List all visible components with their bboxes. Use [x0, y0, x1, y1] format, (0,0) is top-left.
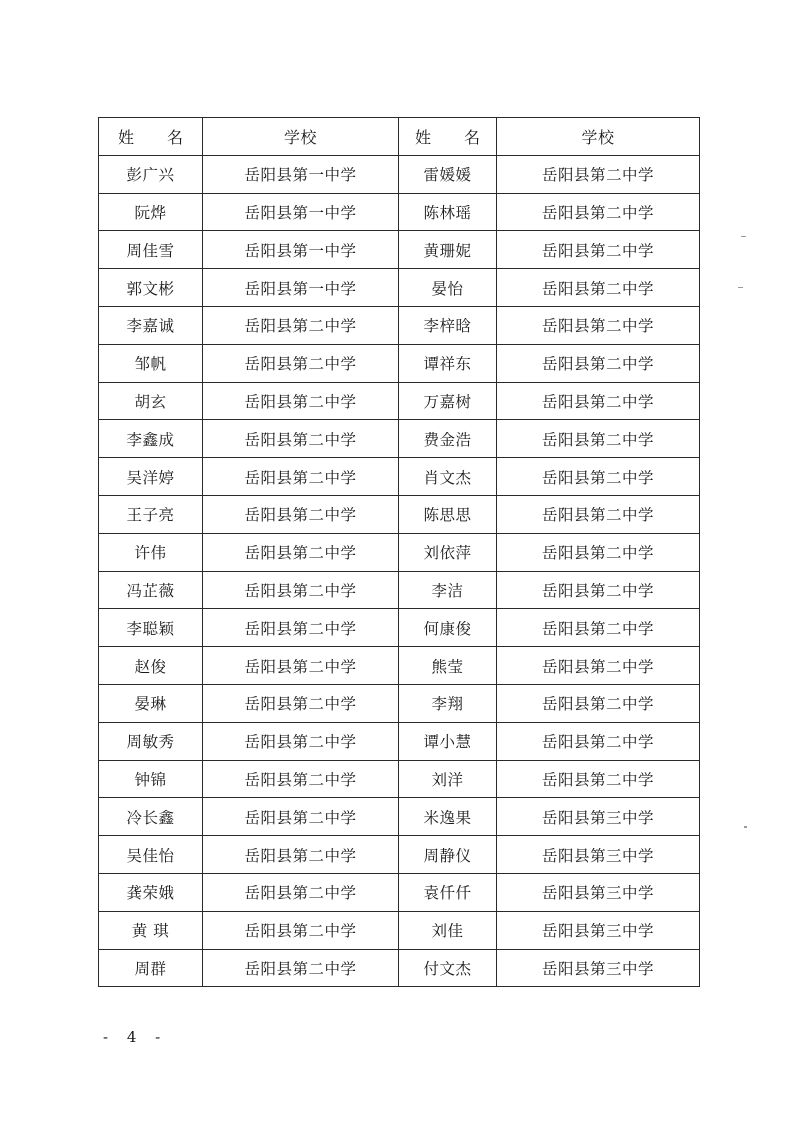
cell-name-right: 刘佳	[399, 911, 497, 949]
cell-name-left: 冷长鑫	[99, 798, 203, 836]
cell-school-right: 岳阳县第三中学	[497, 911, 700, 949]
cell-school-right: 岳阳县第二中学	[497, 647, 700, 685]
cell-school-left: 岳阳县第二中学	[203, 760, 399, 798]
cell-school-right: 岳阳县第二中学	[497, 306, 700, 344]
cell-name-right: 费金浩	[399, 420, 497, 458]
cell-name-right: 米逸果	[399, 798, 497, 836]
cell-name-left: 周群	[99, 949, 203, 987]
cell-school-left: 岳阳县第二中学	[203, 306, 399, 344]
cell-name-left: 李鑫成	[99, 420, 203, 458]
cell-school-right: 岳阳县第二中学	[497, 760, 700, 798]
cell-school-right: 岳阳县第二中学	[497, 193, 700, 231]
cell-name-right: 袁仟仟	[399, 873, 497, 911]
cell-school-left: 岳阳县第二中学	[203, 722, 399, 760]
table-row	[99, 760, 700, 798]
cell-school-right: 岳阳县第二中学	[497, 722, 700, 760]
cell-name-right: 肖文杰	[399, 458, 497, 496]
scan-artifact	[738, 287, 743, 288]
cell-school-right: 岳阳县第二中学	[497, 155, 700, 193]
table-row	[99, 722, 700, 760]
cell-name-left: 李聪颖	[99, 609, 203, 647]
header-school-left: 学校	[203, 118, 399, 156]
table-row	[99, 495, 700, 533]
cell-name-left: 邹帆	[99, 344, 203, 382]
cell-school-right: 岳阳县第二中学	[497, 684, 700, 722]
table-row	[99, 306, 700, 344]
cell-school-left: 岳阳县第二中学	[203, 911, 399, 949]
cell-school-left: 岳阳县第二中学	[203, 420, 399, 458]
cell-school-left: 岳阳县第二中学	[203, 344, 399, 382]
header-school-right: 学校	[497, 118, 700, 156]
cell-name-left: 黄 琪	[99, 911, 203, 949]
cell-name-left: 郭文彬	[99, 269, 203, 307]
cell-name-left: 吴洋婷	[99, 458, 203, 496]
cell-school-left: 岳阳县第二中学	[203, 533, 399, 571]
cell-school-left: 岳阳县第二中学	[203, 609, 399, 647]
cell-name-right: 陈思思	[399, 495, 497, 533]
cell-name-right: 李梓晗	[399, 306, 497, 344]
cell-name-left: 冯芷薇	[99, 571, 203, 609]
table-row	[99, 533, 700, 571]
cell-school-left: 岳阳县第二中学	[203, 949, 399, 987]
cell-school-right: 岳阳县第三中学	[497, 798, 700, 836]
cell-name-left: 周佳雪	[99, 231, 203, 269]
cell-name-right: 刘依萍	[399, 533, 497, 571]
cell-name-left: 王子亮	[99, 495, 203, 533]
cell-school-left: 岳阳县第二中学	[203, 382, 399, 420]
cell-name-right: 李洁	[399, 571, 497, 609]
table-row	[99, 911, 700, 949]
cell-name-left: 胡玄	[99, 382, 203, 420]
table-header-row	[99, 118, 700, 156]
cell-name-right: 陈林瑶	[399, 193, 497, 231]
table-row	[99, 873, 700, 911]
table-row	[99, 571, 700, 609]
cell-school-right: 岳阳县第三中学	[497, 836, 700, 874]
cell-name-left: 吴佳怡	[99, 836, 203, 874]
table-row	[99, 231, 700, 269]
cell-name-right: 谭祥东	[399, 344, 497, 382]
cell-name-right: 黄珊妮	[399, 231, 497, 269]
table-row	[99, 798, 700, 836]
cell-name-right: 刘洋	[399, 760, 497, 798]
table-row	[99, 155, 700, 193]
cell-school-left: 岳阳县第二中学	[203, 836, 399, 874]
cell-school-left: 岳阳县第二中学	[203, 798, 399, 836]
table-row	[99, 647, 700, 685]
table-row	[99, 193, 700, 231]
table-row	[99, 609, 700, 647]
table-body	[99, 155, 700, 987]
cell-school-left: 岳阳县第二中学	[203, 458, 399, 496]
cell-school-left: 岳阳县第一中学	[203, 155, 399, 193]
table-row	[99, 458, 700, 496]
cell-school-right: 岳阳县第二中学	[497, 495, 700, 533]
scan-artifact	[744, 826, 747, 828]
cell-school-right: 岳阳县第二中学	[497, 533, 700, 571]
cell-name-left: 许伟	[99, 533, 203, 571]
cell-name-right: 晏怡	[399, 269, 497, 307]
cell-name-left: 龚荣娥	[99, 873, 203, 911]
cell-school-right: 岳阳县第二中学	[497, 344, 700, 382]
cell-name-left: 彭广兴	[99, 155, 203, 193]
cell-school-left: 岳阳县第二中学	[203, 495, 399, 533]
cell-school-right: 岳阳县第二中学	[497, 269, 700, 307]
cell-school-right: 岳阳县第二中学	[497, 231, 700, 269]
cell-name-left: 赵俊	[99, 647, 203, 685]
cell-school-left: 岳阳县第二中学	[203, 873, 399, 911]
cell-name-right: 谭小慧	[399, 722, 497, 760]
header-name-left: 姓 名	[99, 118, 203, 156]
table-row	[99, 344, 700, 382]
cell-school-right: 岳阳县第二中学	[497, 609, 700, 647]
cell-school-left: 岳阳县第一中学	[203, 231, 399, 269]
page-number: - 4 -	[103, 1028, 168, 1046]
cell-name-left: 晏琳	[99, 684, 203, 722]
cell-school-right: 岳阳县第二中学	[497, 458, 700, 496]
cell-school-left: 岳阳县第二中学	[203, 684, 399, 722]
table-row	[99, 269, 700, 307]
cell-name-right: 万嘉树	[399, 382, 497, 420]
cell-school-right: 岳阳县第二中学	[497, 571, 700, 609]
cell-name-right: 雷媛媛	[399, 155, 497, 193]
cell-name-left: 李嘉诚	[99, 306, 203, 344]
cell-name-left: 钟锦	[99, 760, 203, 798]
table-row	[99, 684, 700, 722]
cell-name-right: 熊莹	[399, 647, 497, 685]
table-row	[99, 420, 700, 458]
cell-school-left: 岳阳县第一中学	[203, 193, 399, 231]
cell-name-left: 周敏秀	[99, 722, 203, 760]
cell-school-right: 岳阳县第二中学	[497, 420, 700, 458]
cell-school-left: 岳阳县第二中学	[203, 571, 399, 609]
scan-artifact	[741, 236, 746, 237]
cell-name-right: 付文杰	[399, 949, 497, 987]
cell-school-left: 岳阳县第一中学	[203, 269, 399, 307]
cell-name-right: 周静仪	[399, 836, 497, 874]
table-row	[99, 382, 700, 420]
cell-school-left: 岳阳县第二中学	[203, 647, 399, 685]
table-row	[99, 836, 700, 874]
cell-name-left: 阮烨	[99, 193, 203, 231]
header-name-right: 姓 名	[399, 118, 497, 156]
cell-school-right: 岳阳县第三中学	[497, 949, 700, 987]
cell-school-right: 岳阳县第二中学	[497, 382, 700, 420]
table-row	[99, 949, 700, 987]
cell-name-right: 李翔	[399, 684, 497, 722]
cell-name-right: 何康俊	[399, 609, 497, 647]
cell-school-right: 岳阳县第三中学	[497, 873, 700, 911]
student-roster-table	[98, 117, 700, 987]
